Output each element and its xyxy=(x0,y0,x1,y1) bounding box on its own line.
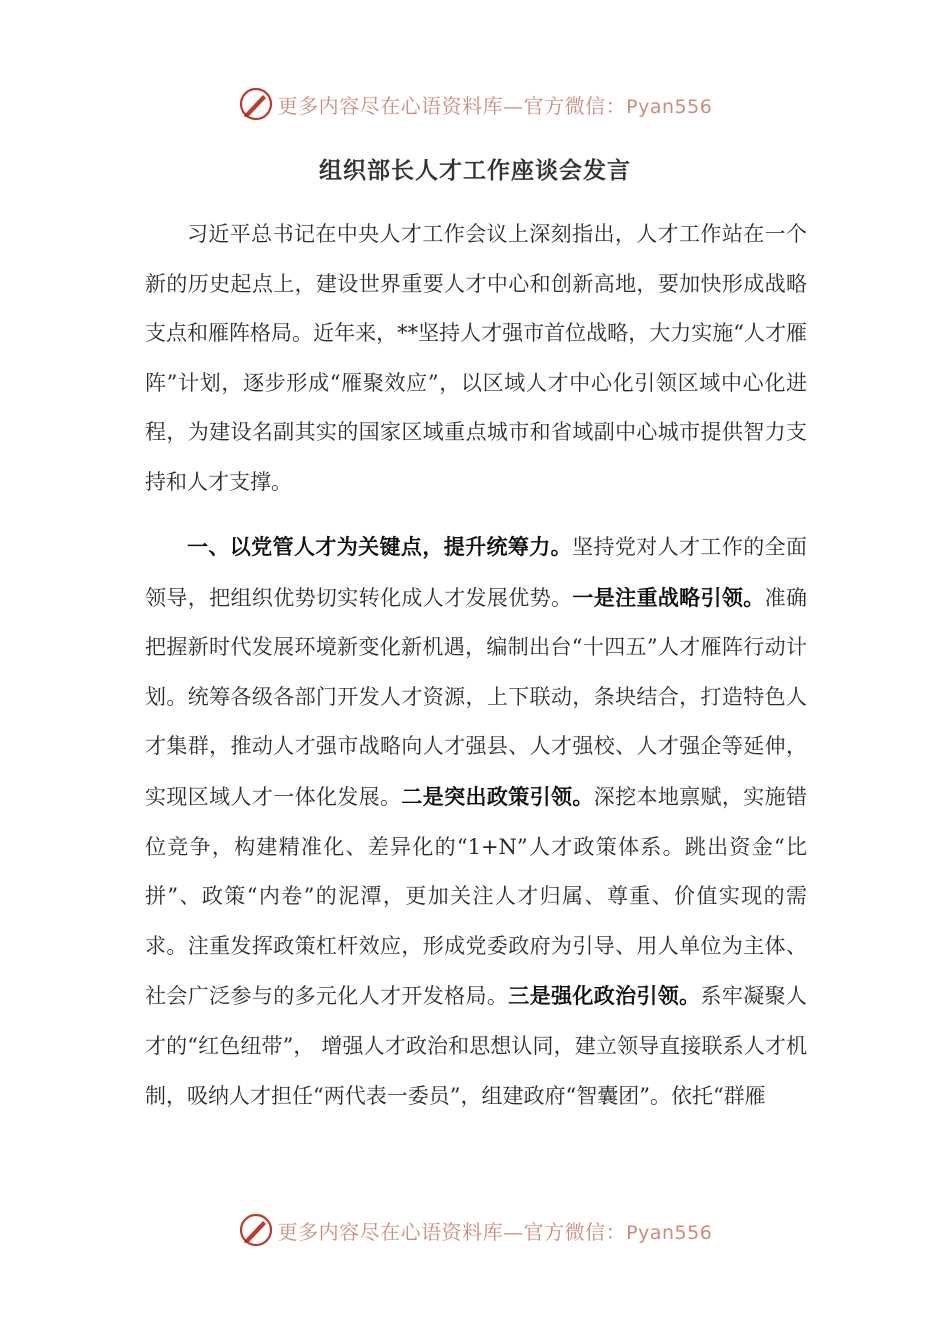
point-label: 三是强化政治引领。 xyxy=(508,983,701,1009)
page-title: 组织部长人才工作座谈会发言 xyxy=(319,157,631,184)
footer-banner xyxy=(0,1208,950,1252)
paragraph-section-one: 一、以党管人才为关键点，提升统筹力。坚持党对人才工作的全面领导，把组织优势切实转化成人才发展优势。一是注重战略引领。准确把握新时代发展环境新变化新机遇，编制出台“十四五”人才雁阵行动计划。统筹各级各部门开发人才资源，上下联动，条块结合，打造特色人才集群，推动人才强市战略向人才强县、人才强校、人才强企等延伸，实现区域人才一体化发展。二是突出政策引领。深挖本地禀赋，实施错位竞争，构建精准化、差异化的“1+N”人才政策体系。跳出资金“比拼”、政策“内卷”的泥潭，更加关注人才归属、尊重、价值实现的需求。注重发挥政策杠杆效应，形成党委政府为引导、用人单位为主体、社会广泛参与的多元化人才开发格局。三是强化政治引领。系牢凝聚人才的“红色纽带”， 增强人才政治和思想认同，建立领导直接联系人才机制，吸纳人才担任“两代表一委员”，组建政府“智囊团”。依托“群雁 xyxy=(145,534,808,1108)
banner-text: 更多内容尽在心语资料库—官方微信：Pyan556 xyxy=(277,93,713,118)
pen-logo-icon xyxy=(238,1212,274,1248)
wechat-handle: Pyan556 xyxy=(626,1221,713,1244)
wechat-handle: Pyan556 xyxy=(626,95,713,118)
point-label: 一是注重战略引领。 xyxy=(572,584,765,610)
point-label: 二是突出政策引领。 xyxy=(401,783,594,809)
section-heading: 一、以党管人才为关键点，提升统筹力。 xyxy=(187,534,573,559)
header-banner xyxy=(0,82,950,126)
pen-logo-icon xyxy=(238,86,274,122)
paragraph-intro: 习近平总书记在中央人才工作会议上深刻指出，人才工作站在一个新的历史起点上，建设世界重要人才中心和创新高地，要加快形成战略支点和雁阵格局。近年来，**坚持人才强市首位战略，大力实施“人才雁阵”计划，逐步形成“雁聚效应”，以区域人才中心化引领区域中心化进程，为建设名副其实的国家区域重点城市和省域副中心城市提供智力支持和人才支撑。 xyxy=(145,222,807,494)
banner-text: 更多内容尽在心语资料库—官方微信：Pyan556 xyxy=(277,1219,713,1244)
